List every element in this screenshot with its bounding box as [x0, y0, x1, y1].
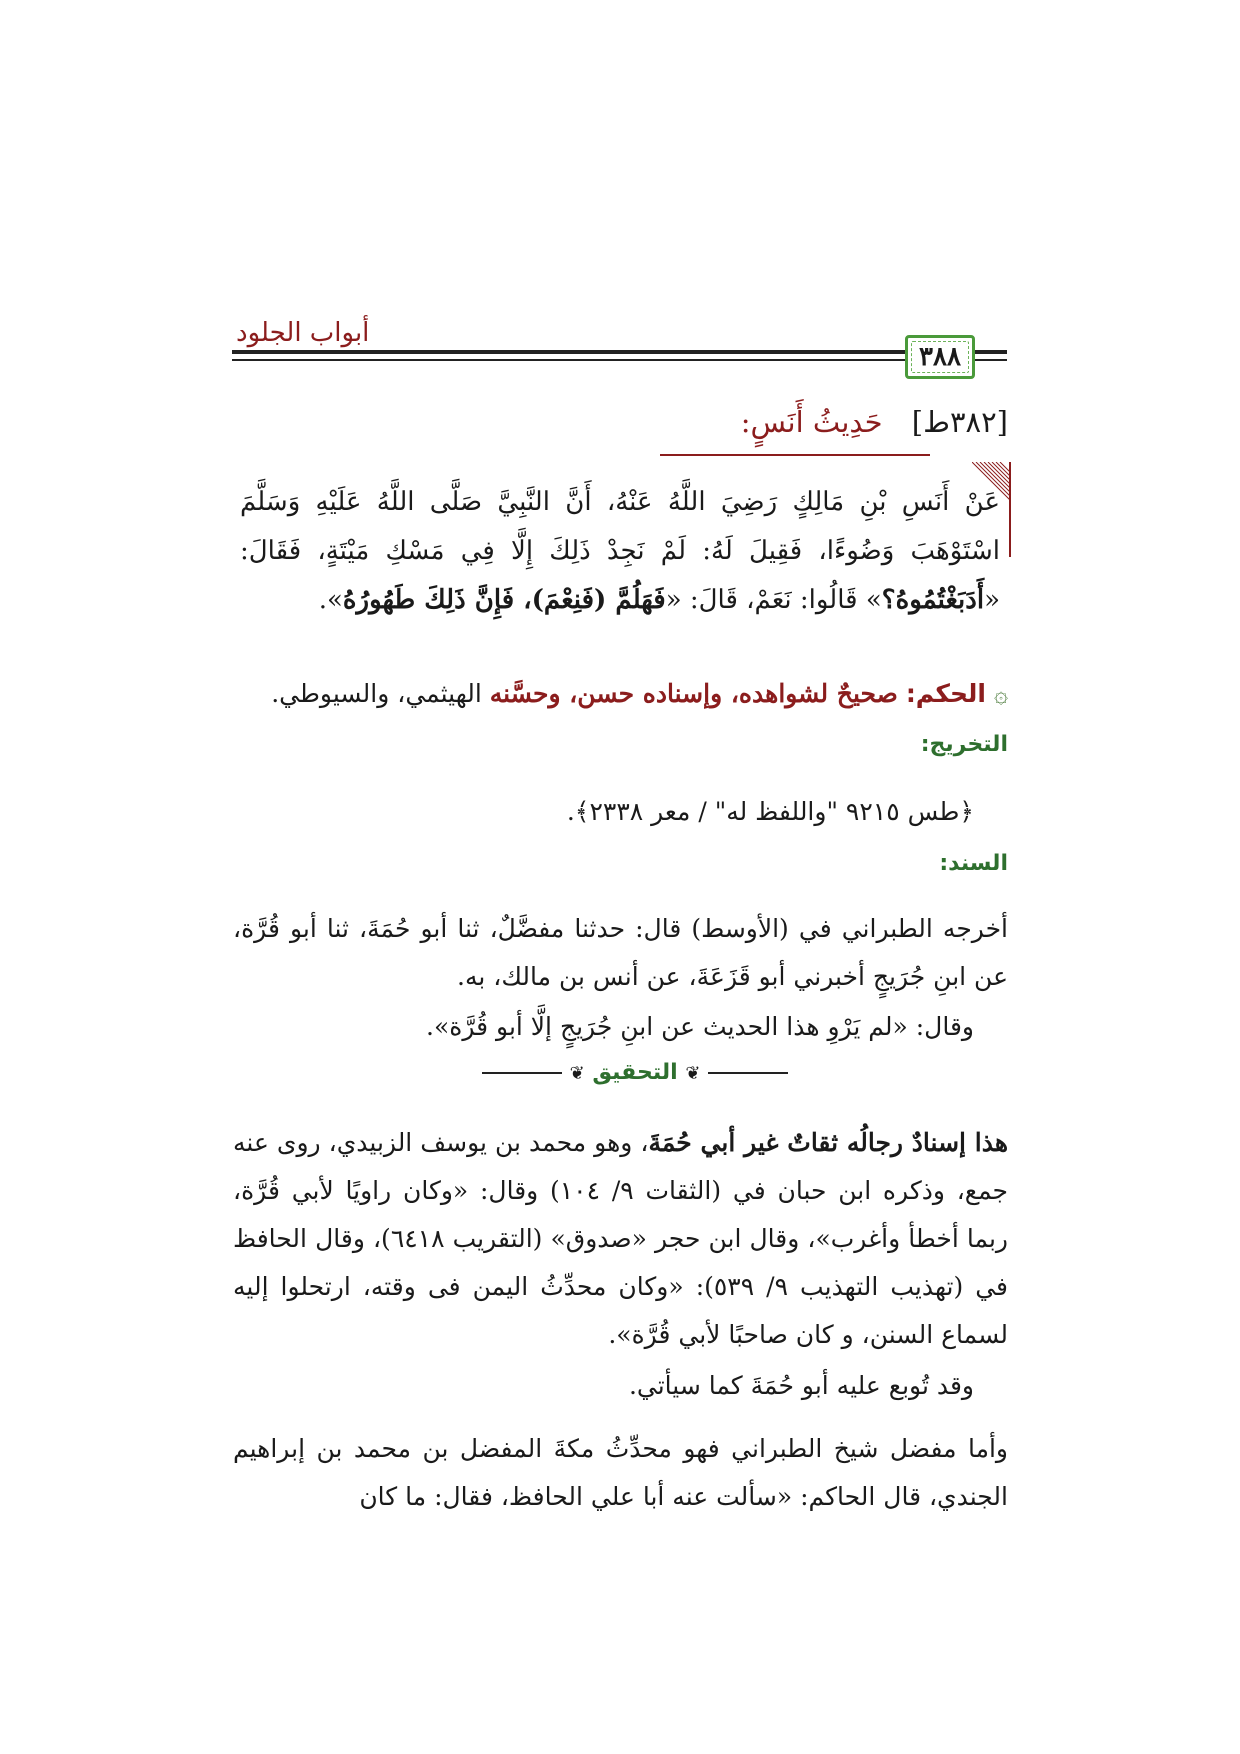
sanad-note: وقال: «لم يَرْوِ هذا الحديث عن ابنِ جُرَيجٍ إلَّا أبو قُرَّة». — [426, 1012, 974, 1041]
running-title: أبواب الجلود — [236, 318, 370, 348]
divider-line — [708, 1072, 788, 1074]
hadith-text-part: » قَالُوا: نَعَمْ، قَالَ: « — [665, 585, 882, 615]
page-number: ٣٨٨ — [919, 342, 961, 372]
tahqiq-divider — [445, 1060, 825, 1085]
divider-line — [482, 1072, 562, 1074]
takhrij-heading: التخريج: — [920, 732, 1008, 757]
flourish-icon: ❦ — [685, 1063, 701, 1084]
hadith-text-part: عَنْ أَنَسِ بْنِ مَالِكٍ رَضِيَ اللَّهُ عَنْهُ، أَنَّ النَّبِيَّ صَلَّى اللَّهُ عَلَيْهِ وَسَلَّمَ اسْتَوْهَبَ وَضُوءًا، فَقِيلَ لَهُ: لَمْ نَجِدْ ذَلِكَ إِلَّا فِي مَسْكِ مَيْتَةٍ، فَقَالَ: « — [240, 487, 1000, 615]
header-rule-top — [232, 350, 1007, 354]
page-number-frame — [905, 335, 975, 379]
flower-ornament-icon: ۞ — [993, 680, 1008, 708]
hadith-number: [٣٨٢ط] — [911, 405, 1008, 439]
sanad-heading: السند: — [939, 851, 1008, 876]
tahqiq-lead: هذا إسنادٌ رجالُه ثقاتٌ غير أبي حُمَةَ — [648, 1128, 1009, 1157]
takhrij-line: ﴿طس ٩٢١٥ "واللفظ له" / معر ٢٣٣٨﴾. — [566, 797, 974, 826]
prophet-words: فَهَلُمَّ (فَنِعْمَ)، فَإِنَّ ذَلِكَ طَهُورُهُ — [342, 585, 666, 615]
flourish-icon: ❦ — [569, 1063, 585, 1084]
hadith-text-part: ». — [318, 585, 343, 615]
hadith-title: حَدِيثُ أَنَسٍ: — [740, 405, 883, 439]
tahqiq-followup: وقد تُوبع عليه أبو حُمَةَ كما سيأتي. — [628, 1371, 974, 1400]
ruling-grade: صحيحٌ لشواهده، وإسناده حسن، وحسَّنه — [489, 679, 898, 708]
header-rule-bottom — [232, 359, 1007, 361]
ruling-line — [233, 670, 1008, 718]
tahqiq-last-paragraph: وأما مفضل شيخ الطبراني فهو محدِّثُ مكةَ المفضل بن محمد بن إبراهيم الجندي، قال الحاكم: «سألت عنه أبا علي الحافظ، فقال: ما كان — [233, 1434, 1008, 1511]
ruling-rest: الهيثمي، والسيوطي. — [271, 679, 490, 708]
sanad-text: أخرجه الطبراني في (الأوسط) قال: حدثنا مفضَّلٌ، ثنا أبو حُمَةَ، ثنا أبو قُرَّة، عن ابنِ جُرَيجٍ أخبرني أبو قَزَعَةَ، عن أنس بن مالك، به. — [233, 914, 1008, 991]
tahqiq-body: ، وهو محمد بن يوسف الزبيدي، روى عنه جمع، وذكره ابن حبان في (الثقات ٩/ ١٠٤) وقال: «وكان راويًا لأبي قُرَّة، ربما أخطأ وأغرب»، وقال ابن حجر «صدوق» (التقريب ٦٤١٨)، وقال الحافظ في (تهذيب التهذيب ٩/ ٥٣٩): «وكان محدِّثُ اليمن فى وقته، ارتحلوا إليه لسماع السنن، و كان صاحبًا لأبي قُرَّة». — [233, 1128, 1008, 1349]
title-underline — [660, 454, 930, 456]
prophet-words: أَدَبَغْتُمُوهُ؟ — [881, 585, 985, 615]
tahqiq-heading: التحقيق — [592, 1060, 678, 1085]
ruling-label: الحكم: — [905, 679, 986, 708]
hadith-heading — [741, 405, 1008, 439]
hadith-text — [240, 478, 1000, 625]
tahqiq-text — [233, 1119, 1008, 1359]
